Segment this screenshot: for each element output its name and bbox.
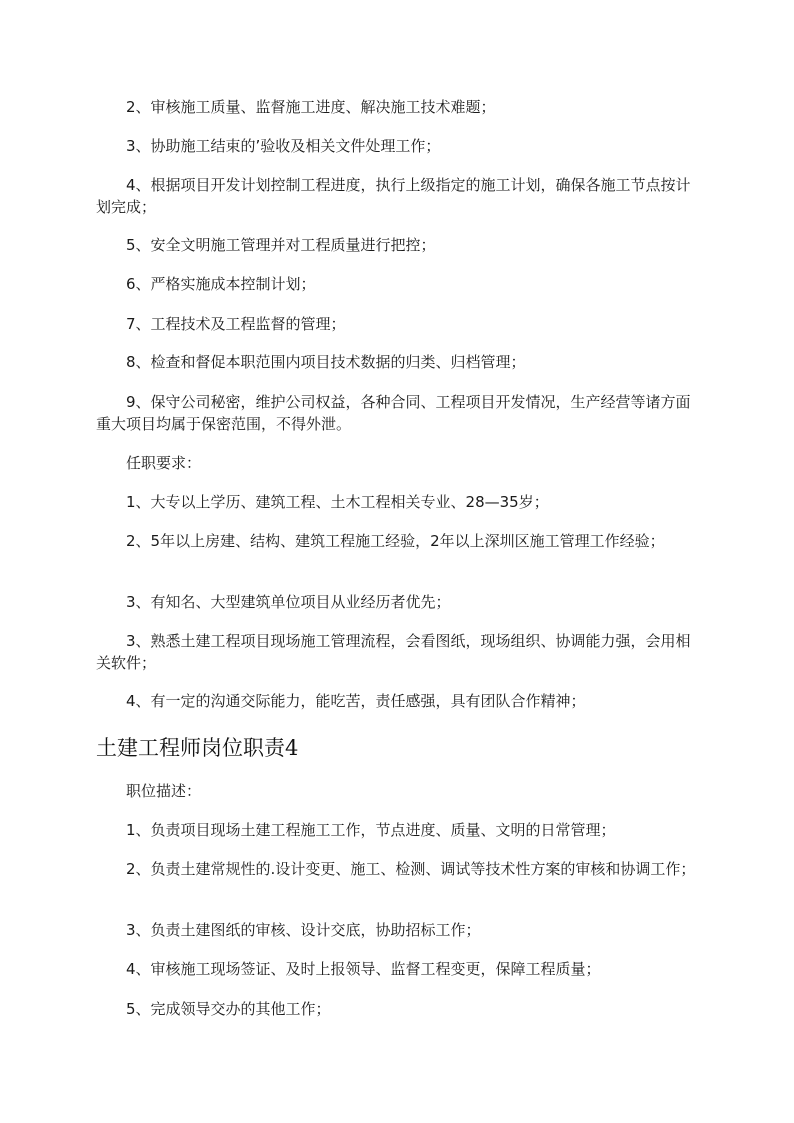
requirement-item-3a: 3、有知名、大型建筑单位项目从业经历者优先； xyxy=(126,593,451,611)
description-item-1: 1、负责项目现场土建工程施工工作，节点进度、质量、文明的日常管理； xyxy=(126,821,616,839)
description-item-2: 2、负责土建常规性的.设计变更、施工、检测、调试等技术性方案的审核和协调工作； xyxy=(126,860,696,878)
description-item-5: 5、完成领导交办的其他工作； xyxy=(126,1000,331,1018)
description-item-3: 3、负责土建图纸的审核、设计交底，协助招标工作； xyxy=(126,921,481,939)
description-item-4: 4、审核施工现场签证、及时上报领导、监督工程变更，保障工程质量； xyxy=(126,960,601,978)
requirement-item-3b: 3、熟悉土建工程项目现场施工管理流程，会看图纸，现场组织、协调能力强，会用相关软件； xyxy=(96,632,691,672)
requirement-item-2: 2、5年以上房建、结构、建筑工程施工经验，2年以上深圳区施工管理工作经验； xyxy=(126,532,665,550)
requirement-item-1: 1、大专以上学历、建筑工程、土木工程相关专业、28—35岁； xyxy=(126,493,549,511)
duty-item-3: 3、协助施工结束的’验收及相关文件处理工作； xyxy=(126,137,441,155)
duty-item-5: 5、安全文明施工管理并对工程质量进行把控； xyxy=(126,236,436,254)
duty-item-6: 6、严格实施成本控制计划； xyxy=(126,275,316,293)
section-heading: 土建工程师岗位职责4 xyxy=(96,736,299,760)
requirement-item-4: 4、有一定的沟通交际能力，能吃苦，责任感强，具有团队合作精神； xyxy=(126,692,586,710)
duty-item-8: 8、检查和督促本职范围内项目技术数据的归类、归档管理； xyxy=(126,353,526,371)
duty-item-2: 2、审核施工质量、监督施工进度、解决施工技术难题； xyxy=(126,98,496,116)
requirements-label: 任职要求： xyxy=(126,454,202,472)
description-label: 职位描述： xyxy=(126,782,202,800)
duty-item-9: 9、保守公司秘密，维护公司权益，各种合同、工程项目开发情况，生产经营等诸方面重大项目均属于保密范围，不得外泄。 xyxy=(96,393,691,433)
duty-item-4: 4、根据项目开发计划控制工程进度，执行上级指定的施工计划，确保各施工节点按计划完成； xyxy=(96,176,691,216)
duty-item-7: 7、工程技术及工程监督的管理； xyxy=(126,315,346,333)
